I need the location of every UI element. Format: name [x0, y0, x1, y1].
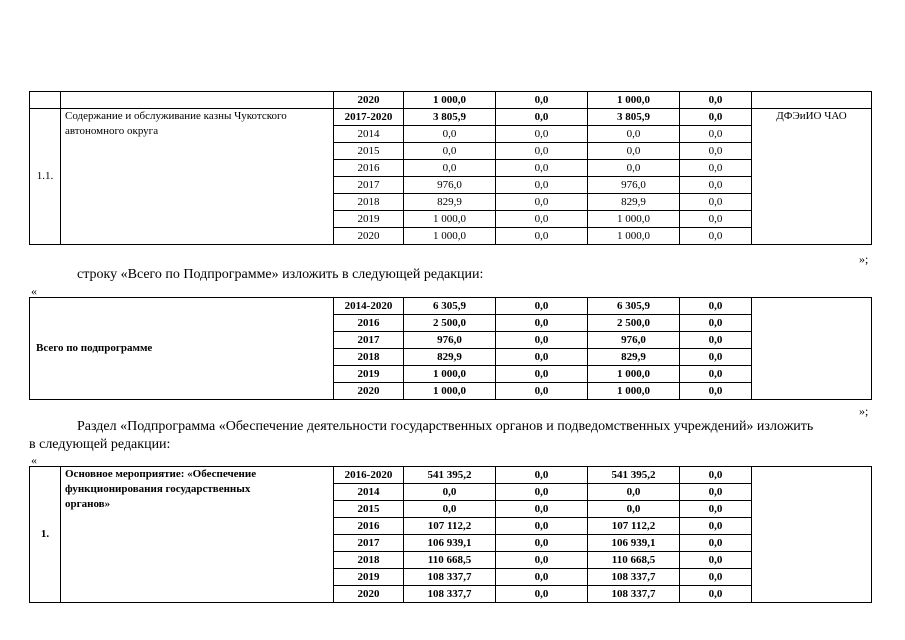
- value-cell: 1 000,0: [404, 228, 496, 245]
- value-cell: 0,0: [680, 467, 752, 484]
- item-description: Содержание и обслуживание казны Чукотского автономного округа: [61, 109, 334, 245]
- table-row: [30, 467, 872, 484]
- item-number: 1.1.: [30, 109, 61, 245]
- year-cell: 2014-2020: [334, 298, 404, 315]
- item-description: [61, 467, 334, 603]
- value-cell: 3 805,9: [404, 109, 496, 126]
- value-cell: 0,0: [680, 332, 752, 349]
- value-cell: 0,0: [404, 160, 496, 177]
- value-cell: 1 000,0: [404, 383, 496, 400]
- paragraph-text: строку «Всего по Подпрограмме» изложить в следующей редакции:: [77, 267, 484, 282]
- value-cell: 110 668,5: [588, 552, 680, 569]
- value-cell: 1 000,0: [588, 366, 680, 383]
- value-cell: 2 500,0: [404, 315, 496, 332]
- value-cell: 0,0: [496, 109, 588, 126]
- value-cell: 0,0: [680, 501, 752, 518]
- value-cell: 1 000,0: [404, 366, 496, 383]
- value-cell: 0,0: [404, 501, 496, 518]
- value-cell: 0,0: [496, 484, 588, 501]
- value-cell: 0,0: [588, 126, 680, 143]
- value-cell: 0,0: [680, 349, 752, 366]
- value-cell: 976,0: [404, 332, 496, 349]
- value-cell: 0,0: [496, 177, 588, 194]
- value-cell: 829,9: [404, 194, 496, 211]
- value-cell: 0,0: [496, 501, 588, 518]
- year-cell: 2016-2020: [334, 467, 404, 484]
- table-main-activity: [29, 466, 872, 603]
- year-cell: 2015: [334, 501, 404, 518]
- value-cell: 541 395,2: [588, 467, 680, 484]
- value-cell: 0,0: [496, 518, 588, 535]
- value-cell: 0,0: [680, 586, 752, 603]
- year-cell: 2020: [334, 92, 404, 109]
- year-cell: 2014: [334, 126, 404, 143]
- value-cell: 0,0: [680, 194, 752, 211]
- value-cell: 0,0: [680, 160, 752, 177]
- value-cell: 829,9: [404, 349, 496, 366]
- value-cell: 0,0: [496, 569, 588, 586]
- value-cell: 0,0: [496, 92, 588, 109]
- year-cell: 2015: [334, 143, 404, 160]
- year-cell: 2016: [334, 315, 404, 332]
- value-cell: 0,0: [496, 586, 588, 603]
- description-line: органов»: [65, 498, 111, 510]
- paragraph-text: Раздел «Подпрограмма «Обеспечение деятельности государственных органов и подведомственных учреждений» изложить: [77, 419, 814, 434]
- value-cell: 108 337,7: [588, 586, 680, 603]
- value-cell: 976,0: [404, 177, 496, 194]
- value-cell: 0,0: [496, 160, 588, 177]
- table-row: [30, 109, 872, 126]
- table-row: [30, 298, 872, 315]
- value-cell: 0,0: [680, 92, 752, 109]
- value-cell: 0,0: [496, 211, 588, 228]
- value-cell: 106 939,1: [404, 535, 496, 552]
- value-cell: 0,0: [496, 383, 588, 400]
- year-cell: 2019: [334, 366, 404, 383]
- value-cell: 0,0: [404, 126, 496, 143]
- item-number: 1.: [30, 467, 61, 603]
- value-cell: 829,9: [588, 194, 680, 211]
- value-cell: 0,0: [496, 366, 588, 383]
- opening-quote-mark: «: [31, 284, 37, 298]
- value-cell: 829,9: [588, 349, 680, 366]
- year-cell: 2019: [334, 569, 404, 586]
- year-cell: 2017: [334, 177, 404, 194]
- value-cell: 976,0: [588, 177, 680, 194]
- value-cell: 0,0: [496, 332, 588, 349]
- value-cell: 0,0: [680, 366, 752, 383]
- year-cell: 2017-2020: [334, 109, 404, 126]
- value-cell: 0,0: [588, 501, 680, 518]
- year-cell: 2018: [334, 552, 404, 569]
- value-cell: 0,0: [680, 535, 752, 552]
- value-cell: 0,0: [496, 552, 588, 569]
- value-cell: 3 805,9: [588, 109, 680, 126]
- value-cell: 0,0: [588, 484, 680, 501]
- value-cell: 0,0: [496, 126, 588, 143]
- value-cell: 0,0: [496, 194, 588, 211]
- value-cell: 0,0: [680, 228, 752, 245]
- value-cell: 0,0: [680, 298, 752, 315]
- table-kazna: [29, 91, 872, 245]
- value-cell: 1 000,0: [404, 211, 496, 228]
- value-cell: 108 337,7: [588, 569, 680, 586]
- value-cell: 0,0: [680, 569, 752, 586]
- value-cell: 0,0: [496, 467, 588, 484]
- value-cell: 108 337,7: [404, 586, 496, 603]
- value-cell: 0,0: [496, 228, 588, 245]
- value-cell: 0,0: [680, 552, 752, 569]
- value-cell: 1 000,0: [588, 92, 680, 109]
- year-cell: 2020: [334, 383, 404, 400]
- description-line: функционирования государственных: [65, 483, 251, 495]
- value-cell: 6 305,9: [588, 298, 680, 315]
- value-cell: 107 112,2: [404, 518, 496, 535]
- year-cell: 2017: [334, 535, 404, 552]
- year-cell: 2016: [334, 518, 404, 535]
- year-cell: 2020: [334, 228, 404, 245]
- value-cell: 0,0: [496, 298, 588, 315]
- opening-quote-mark: «: [31, 453, 37, 467]
- value-cell: 0,0: [680, 383, 752, 400]
- total-label: Всего по подпрограмме: [30, 298, 334, 400]
- value-cell: 976,0: [588, 332, 680, 349]
- year-cell: 2018: [334, 349, 404, 366]
- year-cell: 2018: [334, 194, 404, 211]
- value-cell: 1 000,0: [588, 383, 680, 400]
- year-cell: 2014: [334, 484, 404, 501]
- value-cell: 0,0: [680, 177, 752, 194]
- description-line: Основное мероприятие: «Обеспечение: [65, 468, 257, 480]
- value-cell: 1 000,0: [588, 228, 680, 245]
- value-cell: 0,0: [680, 484, 752, 501]
- value-cell: 0,0: [404, 143, 496, 160]
- executor-cell: ДФЭиИО ЧАО: [752, 109, 872, 245]
- value-cell: 108 337,7: [404, 569, 496, 586]
- value-cell: 0,0: [680, 211, 752, 228]
- value-cell: 6 305,9: [404, 298, 496, 315]
- value-cell: 0,0: [680, 143, 752, 160]
- closing-quote-mark: »;: [859, 404, 869, 418]
- value-cell: 541 395,2: [404, 467, 496, 484]
- value-cell: 2 500,0: [588, 315, 680, 332]
- value-cell: 107 112,2: [588, 518, 680, 535]
- paragraph-text: в следующей редакции:: [29, 437, 171, 452]
- value-cell: 0,0: [496, 535, 588, 552]
- year-cell: 2016: [334, 160, 404, 177]
- value-cell: 0,0: [588, 160, 680, 177]
- value-cell: 1 000,0: [588, 211, 680, 228]
- value-cell: 1 000,0: [404, 92, 496, 109]
- closing-quote-mark: »;: [859, 252, 869, 266]
- value-cell: 0,0: [496, 315, 588, 332]
- value-cell: 0,0: [680, 126, 752, 143]
- value-cell: 0,0: [496, 349, 588, 366]
- year-cell: 2017: [334, 332, 404, 349]
- value-cell: 0,0: [496, 143, 588, 160]
- value-cell: 0,0: [680, 518, 752, 535]
- year-cell: 2020: [334, 586, 404, 603]
- table-row: [30, 92, 872, 109]
- year-cell: 2019: [334, 211, 404, 228]
- value-cell: 0,0: [404, 484, 496, 501]
- value-cell: 0,0: [588, 143, 680, 160]
- table-total: [29, 297, 872, 400]
- value-cell: 0,0: [680, 315, 752, 332]
- value-cell: 0,0: [680, 109, 752, 126]
- value-cell: 106 939,1: [588, 535, 680, 552]
- value-cell: 110 668,5: [404, 552, 496, 569]
